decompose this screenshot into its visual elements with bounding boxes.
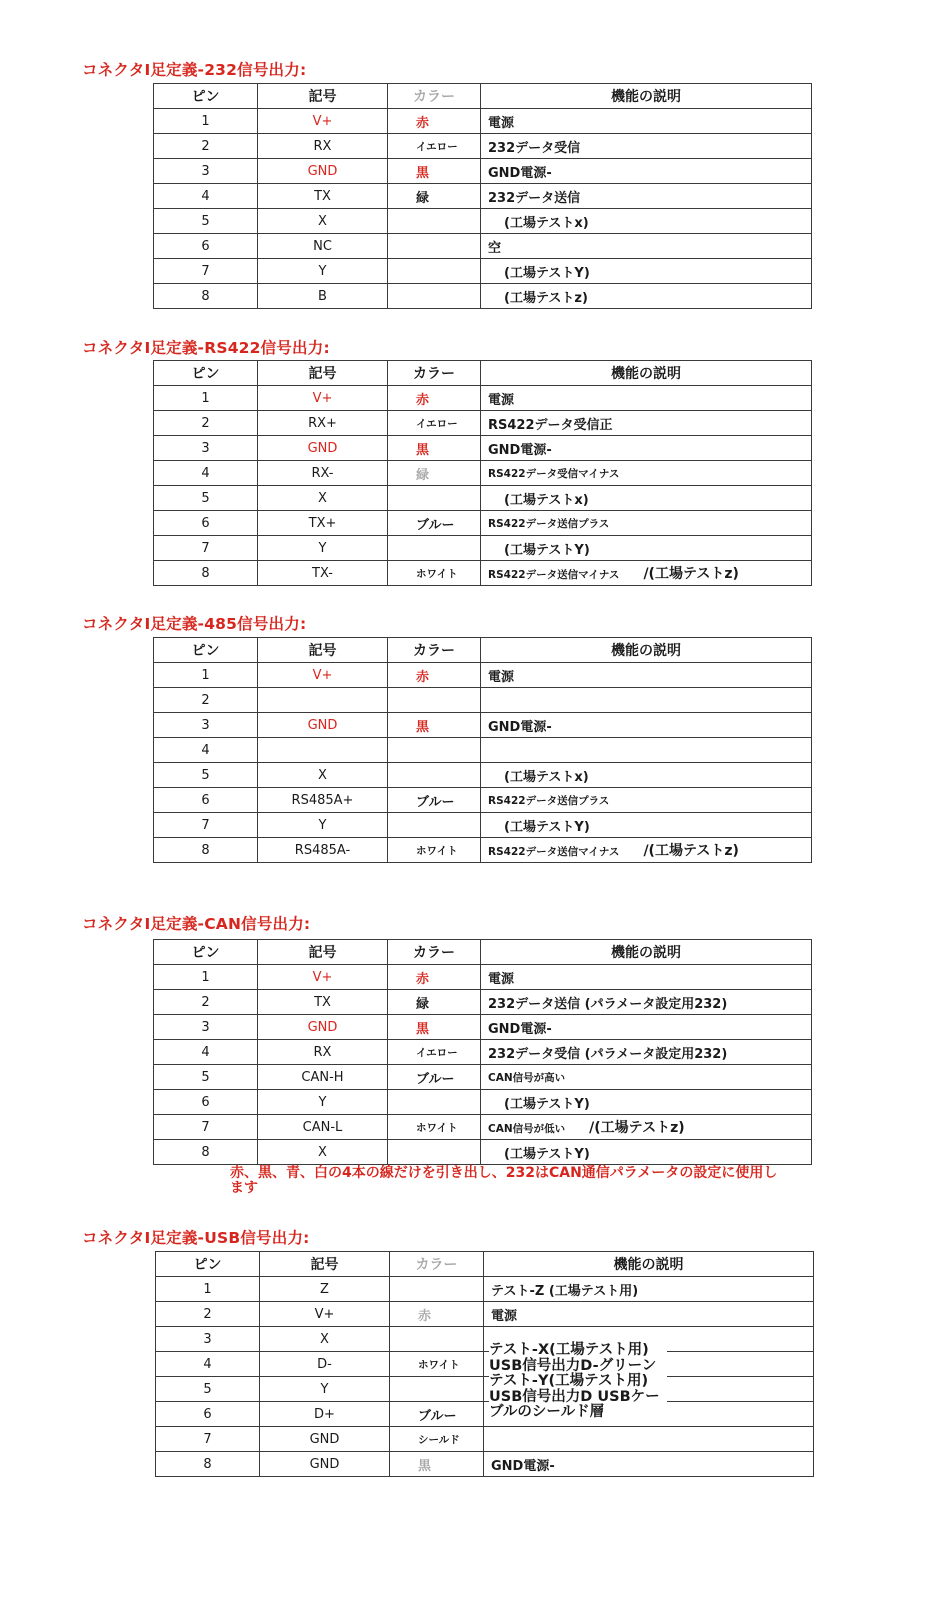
- pin-symbol: TX: [258, 990, 388, 1015]
- wire-color: [388, 461, 481, 486]
- pin-symbol: CAN-H: [258, 1065, 388, 1090]
- function-text: 232データ送信 (パラメータ設定用232): [488, 996, 728, 1012]
- pin-symbol: GND: [258, 159, 388, 184]
- table-row: [154, 461, 812, 486]
- pin-number: 4: [154, 1040, 258, 1065]
- wire-color: [388, 1065, 481, 1090]
- wire-color-label: 黒: [416, 719, 430, 735]
- pin-symbol: [258, 738, 388, 763]
- table-row: [154, 1015, 812, 1040]
- usb-merged-description: テスト-X(工場テスト用) USB信号出力D-グリーンテスト-Y(工場テスト用) USB信号出力D USBケーブルのシールド層: [489, 1343, 667, 1421]
- wire-color: [390, 1327, 484, 1352]
- pin-symbol: B: [258, 284, 388, 309]
- function-description: [481, 411, 812, 436]
- header-pin: ピン: [154, 940, 258, 965]
- function-description: [481, 965, 812, 990]
- function-text: 232データ受信 (パラメータ設定用232): [488, 1046, 728, 1062]
- pin-number: 8: [154, 838, 258, 863]
- function-text: RS422データ送信プラス: [488, 517, 610, 530]
- pin-symbol: GND: [258, 713, 388, 738]
- pin-symbol: TX: [258, 184, 388, 209]
- pin-table: [153, 83, 812, 309]
- function-description: [481, 109, 812, 134]
- pin-number: 8: [154, 284, 258, 309]
- wire-color-label: 赤: [416, 392, 430, 408]
- function-description: [481, 1090, 812, 1115]
- table-row: [154, 1065, 812, 1090]
- header-color: カラー: [388, 638, 481, 663]
- function-text: CAN信号が低い: [488, 1123, 566, 1135]
- pin-number: 2: [154, 411, 258, 436]
- pin-symbol: Z: [260, 1277, 390, 1302]
- wire-color-label: イエロー: [416, 140, 458, 153]
- table-row: [156, 1277, 814, 1302]
- table-row: [154, 990, 812, 1015]
- pin-number: 5: [154, 763, 258, 788]
- table-row: [154, 965, 812, 990]
- function-description: [481, 284, 812, 309]
- pin-number: 3: [154, 159, 258, 184]
- table-row: [154, 159, 812, 184]
- wire-color: [390, 1452, 484, 1477]
- wire-color-label: ホワイト: [416, 1121, 458, 1134]
- wire-color: [388, 713, 481, 738]
- pin-symbol: Y: [258, 813, 388, 838]
- function-description: [481, 386, 812, 411]
- pin-table: [153, 939, 812, 1165]
- function-suffix: /(工場テストz): [643, 566, 739, 582]
- function-suffix: /(工場テストz): [589, 1120, 685, 1136]
- function-description: [481, 688, 812, 713]
- header-pin: ピン: [154, 361, 258, 386]
- wire-color-label: ブルー: [418, 1408, 457, 1424]
- pin-number: 7: [154, 813, 258, 838]
- wire-color: [390, 1302, 484, 1327]
- wire-color: [388, 663, 481, 688]
- table-row: [154, 511, 812, 536]
- pin-symbol: RS485A+: [258, 788, 388, 813]
- table-row: [154, 763, 812, 788]
- pin-number: 4: [154, 461, 258, 486]
- pin-number: 6: [154, 511, 258, 536]
- pin-number: 5: [154, 486, 258, 511]
- function-text: 232データ受信: [488, 140, 581, 156]
- pin-number: 8: [154, 1140, 258, 1165]
- can-wiring-note: 赤、黒、青、白の4本の線だけを引き出し、232はCAN通信パラメータの設定に使用します: [230, 1165, 778, 1196]
- table-row: [154, 738, 812, 763]
- pin-table: [153, 360, 812, 586]
- wire-color: [390, 1277, 484, 1302]
- pin-number: 2: [156, 1302, 260, 1327]
- wire-color-label: ホワイト: [416, 567, 458, 580]
- pin-number: 4: [154, 184, 258, 209]
- function-text: RS422データ送信プラス: [488, 794, 610, 807]
- wire-color: [388, 511, 481, 536]
- function-text: RS422データ送信マイナス: [488, 846, 620, 858]
- pin-symbol: RX: [258, 134, 388, 159]
- function-description: [481, 990, 812, 1015]
- function-description: [481, 738, 812, 763]
- wire-color-label: シールド: [418, 1433, 460, 1446]
- pin-symbol: Y: [258, 1090, 388, 1115]
- wire-color: [388, 561, 481, 586]
- table-row: [154, 713, 812, 738]
- function-description: [481, 1115, 812, 1140]
- table-row: [156, 1402, 814, 1427]
- wire-color: [390, 1402, 484, 1427]
- table-row: [156, 1377, 814, 1402]
- pin-number: 7: [154, 1115, 258, 1140]
- pin-number: 3: [154, 713, 258, 738]
- function-text: 電源: [488, 669, 515, 685]
- pin-symbol: TX+: [258, 511, 388, 536]
- pin-symbol: X: [258, 1140, 388, 1165]
- table-row: [154, 109, 812, 134]
- section-title: コネクタI足定義-485信号出力:: [82, 615, 307, 633]
- wire-color: [388, 284, 481, 309]
- pin-symbol: D+: [260, 1402, 390, 1427]
- pin-table: [155, 1251, 814, 1477]
- table-row: [154, 234, 812, 259]
- wire-color: [388, 436, 481, 461]
- wire-color: [388, 838, 481, 863]
- pin-number: 7: [154, 536, 258, 561]
- table-row: [154, 1140, 812, 1165]
- table-row: [154, 536, 812, 561]
- table-row: [154, 436, 812, 461]
- pin-number: 3: [154, 1015, 258, 1040]
- pin-symbol: D-: [260, 1352, 390, 1377]
- wire-color: [388, 1115, 481, 1140]
- table-header-row: [154, 84, 812, 109]
- function-description: [481, 813, 812, 838]
- wire-color: [388, 813, 481, 838]
- pin-symbol: NC: [258, 234, 388, 259]
- pin-symbol: X: [260, 1327, 390, 1352]
- table-row: [154, 209, 812, 234]
- function-description: [481, 209, 812, 234]
- table-row: [154, 1090, 812, 1115]
- pin-number: 1: [154, 663, 258, 688]
- header-color: カラー: [388, 940, 481, 965]
- header-function: 機能の説明: [481, 638, 812, 663]
- pin-symbol: V+: [258, 109, 388, 134]
- header-symbol: 記号: [258, 638, 388, 663]
- function-description: [481, 511, 812, 536]
- pin-number: 8: [156, 1452, 260, 1477]
- wire-color-label: イエロー: [416, 417, 458, 430]
- wire-color-label: 緑: [416, 996, 430, 1012]
- pin-number: 2: [154, 688, 258, 713]
- function-text: (工場テストz): [504, 290, 588, 306]
- table-row: [156, 1427, 814, 1452]
- function-description: [481, 486, 812, 511]
- section-title: コネクタI足定義-CAN信号出力:: [82, 915, 311, 933]
- function-text: 電源: [488, 971, 515, 987]
- wire-color-label: イエロー: [416, 1046, 458, 1059]
- wire-color-label: ブルー: [416, 1071, 455, 1087]
- function-description: [481, 436, 812, 461]
- table-row: [154, 134, 812, 159]
- wire-color: [388, 209, 481, 234]
- function-description: [481, 1040, 812, 1065]
- function-description: [481, 259, 812, 284]
- wire-color: [388, 965, 481, 990]
- function-text: 電源: [488, 392, 515, 408]
- pin-symbol: RX-: [258, 461, 388, 486]
- function-text: GND電源-: [488, 442, 552, 458]
- wire-color: [388, 788, 481, 813]
- header-color: カラー: [388, 84, 481, 109]
- table-row: [156, 1352, 814, 1377]
- function-description: [484, 1427, 814, 1452]
- pin-symbol: CAN-L: [258, 1115, 388, 1140]
- function-text: テスト-Z (工場テスト用): [491, 1283, 639, 1299]
- pin-number: 5: [154, 1065, 258, 1090]
- pin-symbol: Y: [260, 1377, 390, 1402]
- header-function: 機能の説明: [481, 84, 812, 109]
- wire-color-label: 赤: [416, 115, 430, 131]
- wire-color: [388, 738, 481, 763]
- function-description: [481, 234, 812, 259]
- wire-color: [390, 1427, 484, 1452]
- function-text: GND電源-: [491, 1458, 555, 1474]
- header-function: 機能の説明: [481, 361, 812, 386]
- function-description: [481, 184, 812, 209]
- table-header-row: [154, 940, 812, 965]
- function-description: [484, 1302, 814, 1327]
- pin-symbol: RX: [258, 1040, 388, 1065]
- function-text: (工場テストx): [504, 215, 589, 231]
- wire-color: [388, 990, 481, 1015]
- pin-symbol: Y: [258, 259, 388, 284]
- section-title: コネクタI足定義-232信号出力:: [82, 61, 307, 79]
- function-description: [481, 663, 812, 688]
- function-text: (工場テストY): [504, 1146, 590, 1162]
- pin-symbol: Y: [258, 536, 388, 561]
- function-suffix: /(工場テストz): [643, 843, 739, 859]
- wire-color-label: 黒: [416, 165, 430, 181]
- pin-symbol: GND: [260, 1427, 390, 1452]
- function-text: 232データ送信: [488, 190, 581, 206]
- wire-color-label: 黒: [416, 1021, 430, 1037]
- pin-symbol: V+: [258, 965, 388, 990]
- pin-symbol: V+: [258, 386, 388, 411]
- header-pin: ピン: [156, 1252, 260, 1277]
- pin-number: 6: [156, 1402, 260, 1427]
- function-text: 空: [488, 240, 502, 256]
- function-description: [481, 1015, 812, 1040]
- header-symbol: 記号: [258, 940, 388, 965]
- table-row: [154, 788, 812, 813]
- function-text: (工場テストY): [504, 819, 590, 835]
- wire-color: [388, 386, 481, 411]
- wire-color: [388, 1140, 481, 1165]
- pin-number: 3: [156, 1327, 260, 1352]
- wire-color: [388, 536, 481, 561]
- table-row: [154, 1115, 812, 1140]
- table-row: [154, 688, 812, 713]
- function-text: (工場テストx): [504, 492, 589, 508]
- wire-color-label: ブルー: [416, 794, 455, 810]
- header-color: カラー: [390, 1252, 484, 1277]
- table-row: [154, 284, 812, 309]
- pin-number: 2: [154, 990, 258, 1015]
- function-description: [481, 561, 812, 586]
- header-function: 機能の説明: [484, 1252, 814, 1277]
- function-text: (工場テストY): [504, 1096, 590, 1112]
- wire-color: [388, 1015, 481, 1040]
- pin-number: 7: [156, 1427, 260, 1452]
- pin-number: 1: [154, 386, 258, 411]
- wire-color-label: 黒: [416, 442, 430, 458]
- pin-number: 4: [156, 1352, 260, 1377]
- header-color: カラー: [388, 361, 481, 386]
- table-row: [154, 486, 812, 511]
- function-description: [481, 134, 812, 159]
- header-pin: ピン: [154, 638, 258, 663]
- pin-symbol: GND: [260, 1452, 390, 1477]
- table-row: [154, 411, 812, 436]
- pin-number: 5: [154, 209, 258, 234]
- function-text: CAN信号が高い: [488, 1071, 566, 1084]
- function-description: [481, 788, 812, 813]
- wire-color-label: 赤: [416, 669, 430, 685]
- pin-number: 6: [154, 1090, 258, 1115]
- function-text: GND電源-: [488, 165, 552, 181]
- pin-symbol: GND: [258, 1015, 388, 1040]
- pin-table: [153, 637, 812, 863]
- wire-color-label: 緑: [416, 190, 430, 206]
- function-text: (工場テストY): [504, 265, 590, 281]
- table-row: [154, 386, 812, 411]
- function-text: RS422データ受信正: [488, 417, 613, 433]
- pin-number: 4: [154, 738, 258, 763]
- pin-symbol: X: [258, 763, 388, 788]
- pin-symbol: GND: [258, 436, 388, 461]
- pin-symbol: TX-: [258, 561, 388, 586]
- wire-color: [388, 486, 481, 511]
- wire-color-label: ホワイト: [416, 844, 458, 857]
- function-text: GND電源-: [488, 719, 552, 735]
- section-title: コネクタI足定義-USB信号出力:: [82, 1229, 310, 1247]
- pin-number: 7: [154, 259, 258, 284]
- wire-color-label: ブルー: [416, 517, 455, 533]
- function-description: [481, 159, 812, 184]
- wire-color-label: 黒: [418, 1458, 432, 1474]
- function-description: [481, 713, 812, 738]
- wire-color: [390, 1352, 484, 1377]
- wire-color: [388, 1090, 481, 1115]
- pin-number: 1: [156, 1277, 260, 1302]
- pin-number: 6: [154, 234, 258, 259]
- function-text: (工場テストx): [504, 769, 589, 785]
- wire-color: [388, 184, 481, 209]
- pin-symbol: RS485A-: [258, 838, 388, 863]
- pin-number: 8: [154, 561, 258, 586]
- section-title: コネクタI足定義-RS422信号出力:: [82, 339, 330, 357]
- pin-symbol: [258, 688, 388, 713]
- wire-color: [388, 688, 481, 713]
- function-text: RS422データ送信マイナス: [488, 569, 620, 581]
- table-header-row: [154, 638, 812, 663]
- function-text: (工場テストY): [504, 542, 590, 558]
- table-row: [154, 1040, 812, 1065]
- function-text: GND電源-: [488, 1021, 552, 1037]
- table-row: [154, 838, 812, 863]
- pin-number: 6: [154, 788, 258, 813]
- function-description: [481, 1140, 812, 1165]
- pin-number: 2: [154, 134, 258, 159]
- function-description: [481, 461, 812, 486]
- wire-color: [388, 134, 481, 159]
- wire-color: [388, 763, 481, 788]
- wire-color: [388, 411, 481, 436]
- function-text: 電源: [491, 1308, 518, 1324]
- wire-color: [390, 1377, 484, 1402]
- wire-color: [388, 1040, 481, 1065]
- function-description: [481, 763, 812, 788]
- table-row: [154, 561, 812, 586]
- pin-number: 5: [156, 1377, 260, 1402]
- pin-symbol: V+: [258, 663, 388, 688]
- pin-symbol: X: [258, 486, 388, 511]
- function-description: [481, 1065, 812, 1090]
- table-row: [154, 259, 812, 284]
- header-symbol: 記号: [258, 361, 388, 386]
- table-row: [154, 184, 812, 209]
- table-header-row: [156, 1252, 814, 1277]
- pin-symbol: X: [258, 209, 388, 234]
- wire-color-label: 赤: [416, 971, 430, 987]
- pin-number: 1: [154, 109, 258, 134]
- table-row: [156, 1327, 814, 1352]
- header-symbol: 記号: [258, 84, 388, 109]
- table-header-row: [154, 361, 812, 386]
- pin-number: 1: [154, 965, 258, 990]
- wire-color: [388, 259, 481, 284]
- wire-color-label: ホワイト: [418, 1358, 460, 1371]
- wire-color: [388, 159, 481, 184]
- table-row: [154, 663, 812, 688]
- function-description: [481, 536, 812, 561]
- function-description: [484, 1277, 814, 1302]
- pin-number: 3: [154, 436, 258, 461]
- function-description: [484, 1452, 814, 1477]
- wire-color: [388, 234, 481, 259]
- header-pin: ピン: [154, 84, 258, 109]
- function-description: [481, 838, 812, 863]
- header-function: 機能の説明: [481, 940, 812, 965]
- table-row: [154, 813, 812, 838]
- wire-color: [388, 109, 481, 134]
- wire-color-label: 緑: [416, 467, 430, 483]
- pin-symbol: RX+: [258, 411, 388, 436]
- table-row: [156, 1452, 814, 1477]
- header-symbol: 記号: [260, 1252, 390, 1277]
- function-text: 電源: [488, 115, 515, 131]
- wire-color-label: 赤: [418, 1308, 432, 1324]
- function-text: RS422データ受信マイナス: [488, 467, 620, 480]
- table-row: [156, 1302, 814, 1327]
- pin-symbol: V+: [260, 1302, 390, 1327]
